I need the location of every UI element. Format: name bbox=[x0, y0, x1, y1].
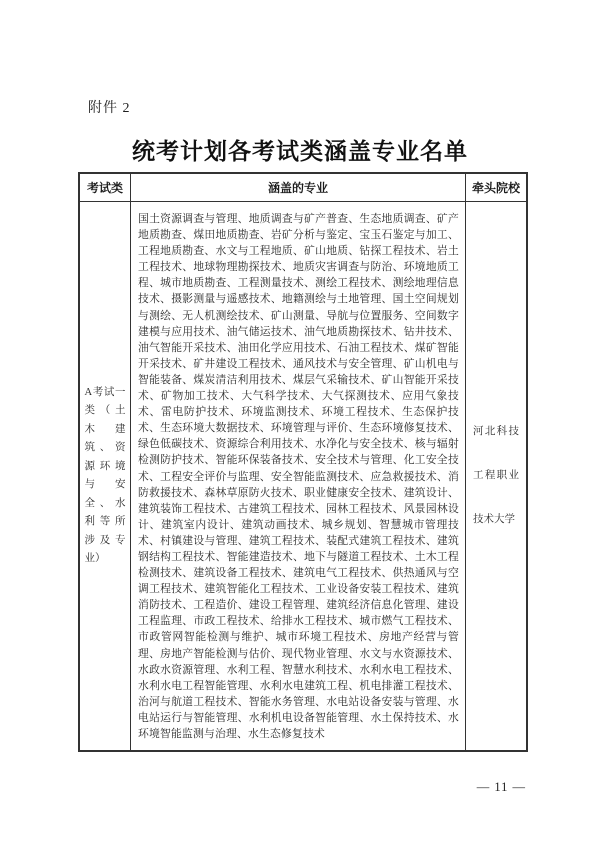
header-covered-majors: 涵盖的专业 bbox=[131, 173, 466, 202]
majors-table-header bbox=[79, 173, 527, 202]
table-row bbox=[79, 202, 527, 752]
majors-table-body bbox=[79, 202, 527, 752]
exam-category-cell bbox=[79, 202, 131, 752]
exam-category-value: A考试一类（土木建筑、资源环境与安全、水利等所涉及专业） bbox=[84, 386, 126, 565]
page-number: — 11 — bbox=[476, 780, 526, 794]
lead-institution-value: 河北科技工程职业技术大学 bbox=[473, 426, 519, 526]
majors-table bbox=[78, 172, 528, 752]
page-title: 统考计划各考试类涵盖专业名单 bbox=[132, 139, 468, 164]
covered-majors-cell bbox=[131, 202, 466, 752]
attachment-label: 附件 2 bbox=[88, 101, 131, 116]
lead-institution-cell bbox=[466, 202, 528, 752]
header-row bbox=[79, 173, 527, 202]
header-exam-category: 考试类 bbox=[79, 173, 131, 202]
header-lead-institution: 牵头院校 bbox=[466, 173, 528, 202]
covered-majors-value: 国土资源调查与管理、地质调查与矿产普查、生态地质调查、矿产地质勘查、煤田地质勘查、岩矿分析与鉴定、宝玉石鉴定与加工、工程地质勘查、水文与工程地质、矿山地质、钻探工程技术、岩土工程技术、地球物理勘探技术、地质灾害调查与防治、环境地质工程、城市地质勘查、工程测量技术、测绘工程技术、测绘地理信息技术、摄影测量与遥感技术、地籍测绘与土地管理、国土空间规划与测绘、无人机测绘技术、矿山测量、导航与位置服务、空间数字建模与应用技术、油气储运技术、油气地质勘探技术、钻井技术、油气智能开采技术、油田化学应用技术、石油工程技术、煤矿智能开采技术、矿井建设工程技术、通风技术与安全管理、矿山机电与智能装备、煤炭清洁利用技术、煤层气采输技术、矿山智能开采技术、矿物加工技术、大气科学技术、大气探测技术、应用气象技术、雷电防护技术、环境监测技术、环境工程技术、生态保护技术、生态环境大数据技术、环境管理与评价、生态环境修复技术、绿色低碳技术、资源综合利用技术、水净化与安全技术、核与辐射检测防护技术、智能环保装备技术、安全技术与管理、化工安全技术、工程安全评价与监理、安全智能监测技术、应急救援技术、消防救援技术、森林草原防火技术、职业健康安全技术、建筑设计、建筑装饰工程技术、古建筑工程技术、园林工程技术、风景园林设计、建筑室内设计、建筑动画技术、城乡规划、智慧城市管理技术、村镇建设与管理、建筑工程技术、装配式建筑工程技术、建筑钢结构工程技术、智能建造技术、地下与隧道工程技术、土木工程检测技术、建筑设备工程技术、建筑电气工程技术、供热通风与空调工程技术、建筑智能化工程技术、工业设备安装工程技术、建筑消防技术、工程造价、建设工程管理、建筑经济信息化管理、建设工程监理、市政工程技术、给排水工程技术、城市燃气工程技术、市政管网智能检测与维护、城市环境工程技术、房地产经营与管理、房地产智能检测与估价、现代物业管理、水文与水资源技术、水政水资源管理、水利工程、智慧水利技术、水利水电工程技术、水利水电工程智能管理、水利水电建筑工程、机电排灌工程技术、治河与航道工程技术、智能水务管理、水电站设备安装与管理、水电站运行与智能管理、水利机电设备智能管理、水土保持技术、水环境智能监测与治理、水生态修复技术 bbox=[138, 213, 459, 740]
